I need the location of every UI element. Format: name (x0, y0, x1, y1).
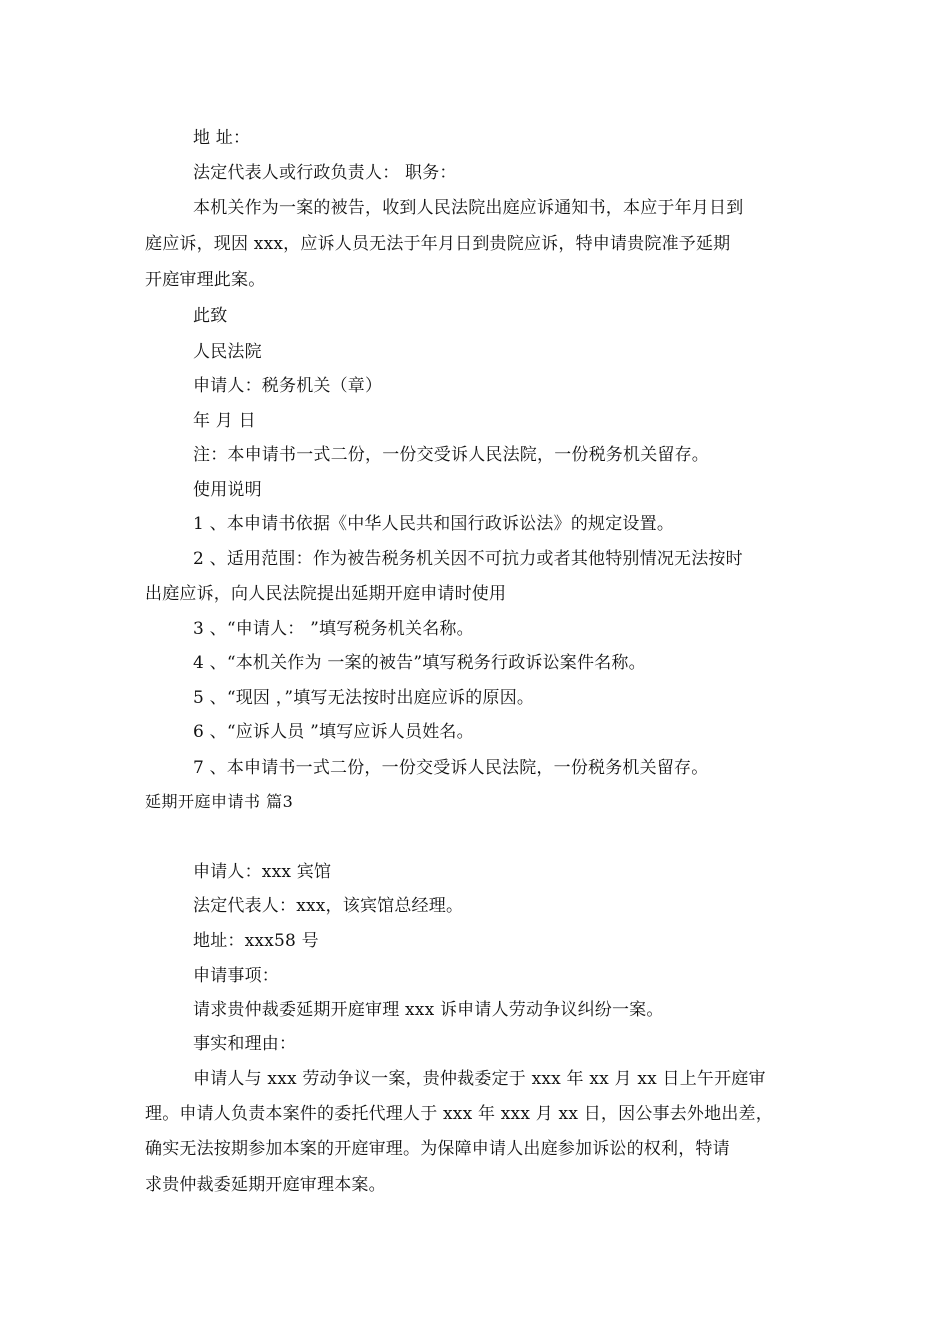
applicant-line: 申请人：xxx 宾馆 (193, 862, 332, 882)
body-paragraph-line: 庭应诉，现因 xxx，应诉人员无法于年月日到贵院应诉，特申请贵院准予延期 (145, 234, 731, 254)
legal-rep-line: 法定代表人或行政负责人： 职务： (193, 163, 457, 183)
applicant-line: 申请人：税务机关（章） (193, 376, 383, 396)
reason-paragraph-line: 确实无法按期参加本案的开庭审理。为保障申请人出庭参加诉讼的权利，特请 (145, 1139, 730, 1159)
usage-item: 5 、“现因 ，”填写无法按时出庭应诉的原因。 (193, 688, 535, 708)
address-line: 地址：xxx58 号 (193, 931, 319, 951)
request-line: 请求贵仲裁委延期开庭审理 xxx 诉申请人劳动争议纠纷一案。 (193, 1000, 664, 1020)
reason-paragraph-line: 申请人与 xxx 劳动争议一案，贵仲裁委定于 xxx 年 xx 月 xx 日上午开庭审 (193, 1069, 766, 1089)
reason-heading: 事实和理由： (193, 1034, 297, 1054)
usage-item: 7 、本申请书一式二份，一份交受诉人民法院，一份税务机关留存。 (193, 758, 709, 778)
note-line: 注：本申请书一式二份，一份交受诉人民法院，一份税务机关留存。 (193, 445, 709, 465)
body-paragraph-line: 本机关作为一案的被告，收到人民法院出庭应诉通知书，本应于年月日到 (193, 198, 744, 218)
legal-rep-line: 法定代表人：xxx，该宾馆总经理。 (193, 896, 464, 916)
usage-item-continued: 出庭应诉，向人民法院提出延期开庭申请时使用 (145, 584, 507, 604)
usage-item: 4 、“本机关作为 一案的被告”填写税务行政诉讼案件名称。 (193, 653, 646, 673)
body-paragraph-line: 开庭审理此案。 (145, 270, 266, 290)
usage-item: 6 、“应诉人员 ”填写应诉人员姓名。 (193, 722, 474, 742)
usage-item: 1 、本申请书依据《中华人民共和国行政诉讼法》的规定设置。 (193, 514, 675, 534)
date-line: 年 月 日 (193, 411, 256, 431)
reason-paragraph-line: 理。申请人负责本案件的委托代理人于 xxx 年 xxx 月 xx 日，因公事去外地出差， (145, 1104, 773, 1124)
section-heading: 延期开庭申请书 篇3 (145, 792, 294, 811)
salutation-line: 此致 (193, 306, 228, 326)
court-line: 人民法院 (193, 342, 262, 362)
usage-item: 3 、“申请人： ”填写税务机关名称。 (193, 619, 474, 639)
request-heading: 申请事项： (193, 966, 279, 986)
usage-item: 2 、适用范围：作为被告税务机关因不可抗力或者其他特别情况无法按时 (193, 549, 743, 569)
address-line: 地 址： (193, 128, 251, 148)
reason-paragraph-line: 求贵仲裁委延期开庭审理本案。 (145, 1175, 386, 1195)
usage-heading: 使用说明 (193, 480, 262, 500)
